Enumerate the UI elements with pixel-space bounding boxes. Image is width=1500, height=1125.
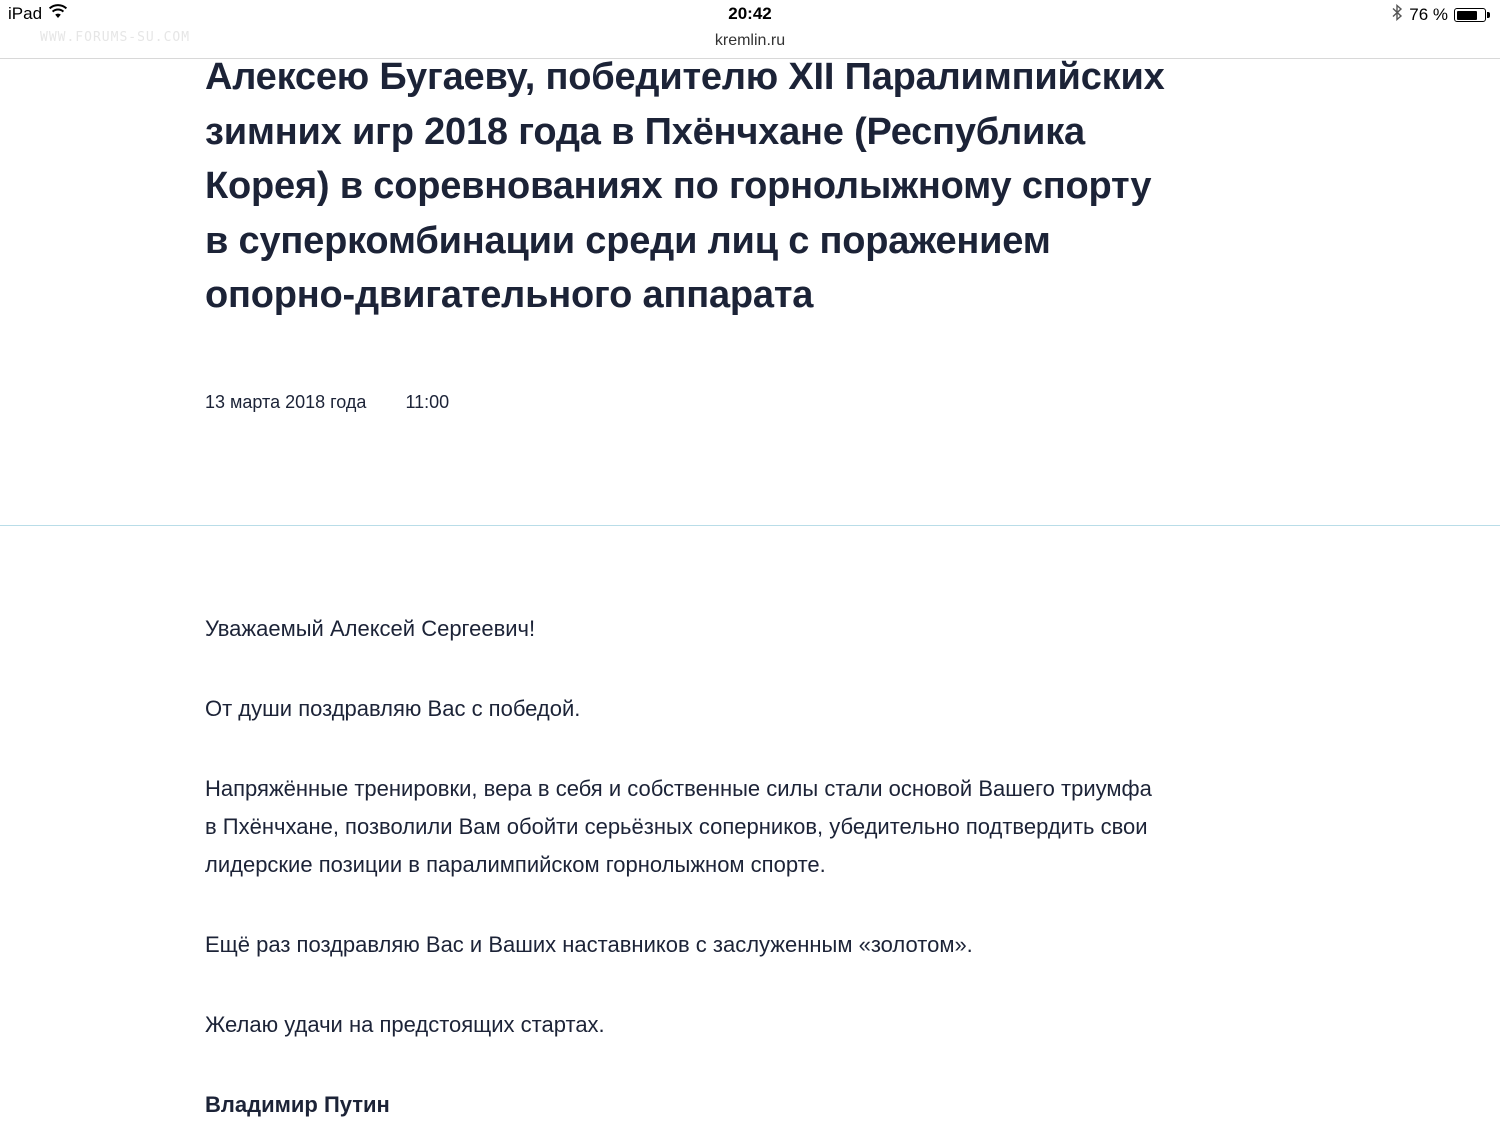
signature: Владимир Путин [205,1092,390,1117]
article-title: Алексею Бугаеву, победителю XII Паралимпийских зимних игр 2018 года в Пхёнчхане (Республика Корея) в соревнованиях по горнолыжному спорту в суперкомбинации среди лиц с поражением опорно-двигательного аппарата [205,56,1165,316]
battery-percent: 76 % [1409,5,1448,24]
article-body [205,610,1165,1125]
device-name: iPad [8,4,43,23]
greeting-paragraph: Уважаемый Алексей Сергеевич! [205,616,536,641]
status-right [1392,4,1490,26]
bluetooth-icon [1392,4,1403,26]
status-bar [0,0,1500,30]
watermark: WWW.FORUMS-SU.COM [40,30,191,45]
battery-fill [1457,11,1477,20]
body-paragraph: Желаю удачи на предстоящих стартах. [205,1012,605,1037]
url-text[interactable]: kremlin.ru [714,32,786,49]
article-date: 13 марта 2018 года [205,392,367,412]
body-paragraph: От души поздравляю Вас с победой. [205,696,581,721]
battery-tip [1487,12,1490,18]
battery-icon [1454,8,1490,22]
article-time: 11:00 [405,392,450,412]
body-paragraph: Напряжённые тренировки, вера в себя и собственные силы стали основой Вашего триумфа в Пхёнчхане, позволили Вам обойти серьёзных соперников, убедительно подтвердить свои лидерские позиции в паралимпийском горнолыжном спорте. [205,776,1152,877]
divider [0,525,1500,526]
article-meta [205,392,449,413]
body-paragraph: Ещё раз поздравляю Вас и Ваших наставников с заслуженным «золотом». [205,932,973,957]
battery-body [1454,8,1486,22]
clock: 20:42 [728,4,772,23]
